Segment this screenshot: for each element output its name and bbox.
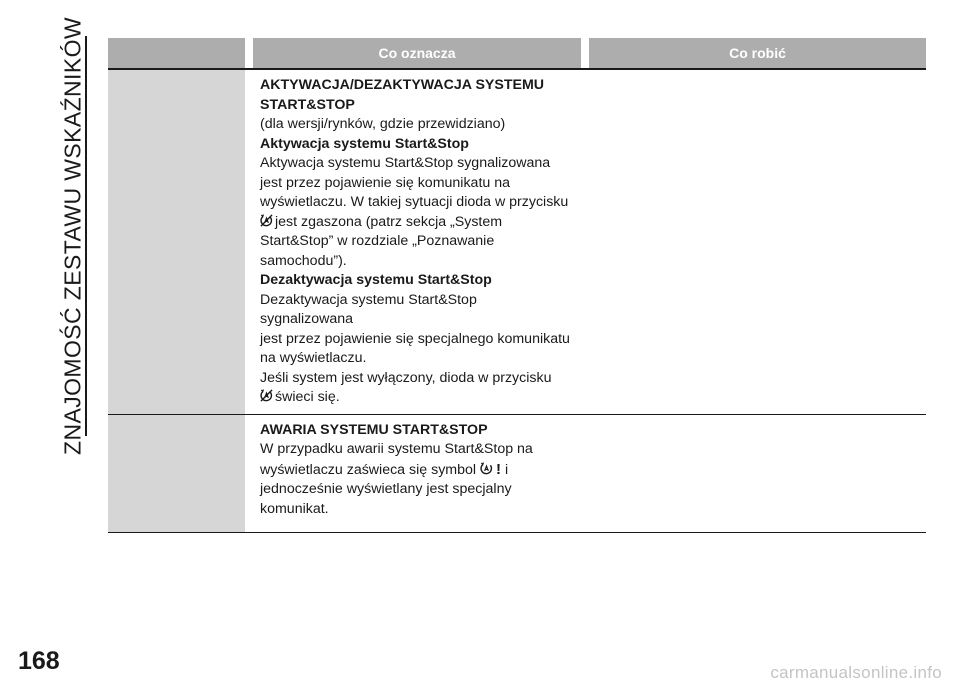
text-line: W przypadku awarii systemu Start&Stop na xyxy=(260,441,533,457)
icon-cell xyxy=(108,415,245,533)
section-title: ZNAJOMOŚĆ ZESTAWU WSKAŹNIKÓW xyxy=(59,17,86,455)
text-line: samochodu”). xyxy=(260,252,347,269)
page-number: 168 xyxy=(18,647,60,675)
exclamation-mark: ! xyxy=(496,460,501,478)
text-line: Jeśli system jest wyłączony, dioda w przycisku xyxy=(260,369,552,386)
text-line: jest przez pojawienie się specjalnego komunikatu xyxy=(260,330,570,347)
text-line: komunikat. xyxy=(260,500,329,517)
icon-cell xyxy=(108,70,245,414)
text-line: Dezaktywacja systemu Start&Stop sygnalizowana xyxy=(260,291,477,327)
activation-heading: Aktywacja systemu Start&Stop xyxy=(260,135,469,152)
meaning-cell xyxy=(245,70,573,414)
row-rule xyxy=(108,532,926,533)
text-line: Start&Stop” w rozdziale „Poznawanie xyxy=(260,233,495,249)
text-line: jednocześnie wyświetlany jest specjalny xyxy=(260,481,512,497)
warning-table xyxy=(108,38,926,533)
row-heading: AKTYWACJA/DEZAKTYWACJA SYSTEMU xyxy=(260,77,545,93)
header-icon-column xyxy=(108,38,245,68)
table-header xyxy=(108,38,926,68)
text-line-with-icon: świeci się. xyxy=(260,388,573,408)
text-line-with-icon: wyświetlaczu zaświeca się symbol ! i xyxy=(260,460,509,478)
text-line: wyświetlaczu. W takiej sytuacji dioda w przycisku xyxy=(260,194,569,210)
action-cell xyxy=(573,415,926,533)
text-line: jest przez pojawienie się komunikatu na xyxy=(260,174,510,191)
meaning-cell xyxy=(245,415,573,533)
start-stop-failure-icon xyxy=(480,462,493,475)
watermark: carmanualsonline.info xyxy=(770,663,942,682)
text-line: Aktywacja systemu Start&Stop sygnalizowana xyxy=(260,155,551,171)
table-row xyxy=(108,70,926,414)
text-line-with-icon: jest zgaszona (patrz sekcja „System xyxy=(260,213,573,233)
row-heading: START&STOP xyxy=(260,96,355,113)
deactivation-heading: Dezaktywacja systemu Start&Stop xyxy=(260,272,492,288)
start-stop-off-icon xyxy=(260,214,273,227)
row-heading: AWARIA SYSTEMU START&STOP xyxy=(260,421,488,438)
header-action: Co robić xyxy=(589,38,926,68)
text-line: na wyświetlaczu. xyxy=(260,350,367,366)
header-meaning: Co oznacza xyxy=(253,38,581,68)
versions-note: (dla wersji/rynków, gdzie przewidziano) xyxy=(260,116,506,132)
table-row xyxy=(108,415,926,533)
section-divider xyxy=(85,36,87,436)
start-stop-off-icon xyxy=(260,389,273,402)
action-cell xyxy=(573,70,926,414)
